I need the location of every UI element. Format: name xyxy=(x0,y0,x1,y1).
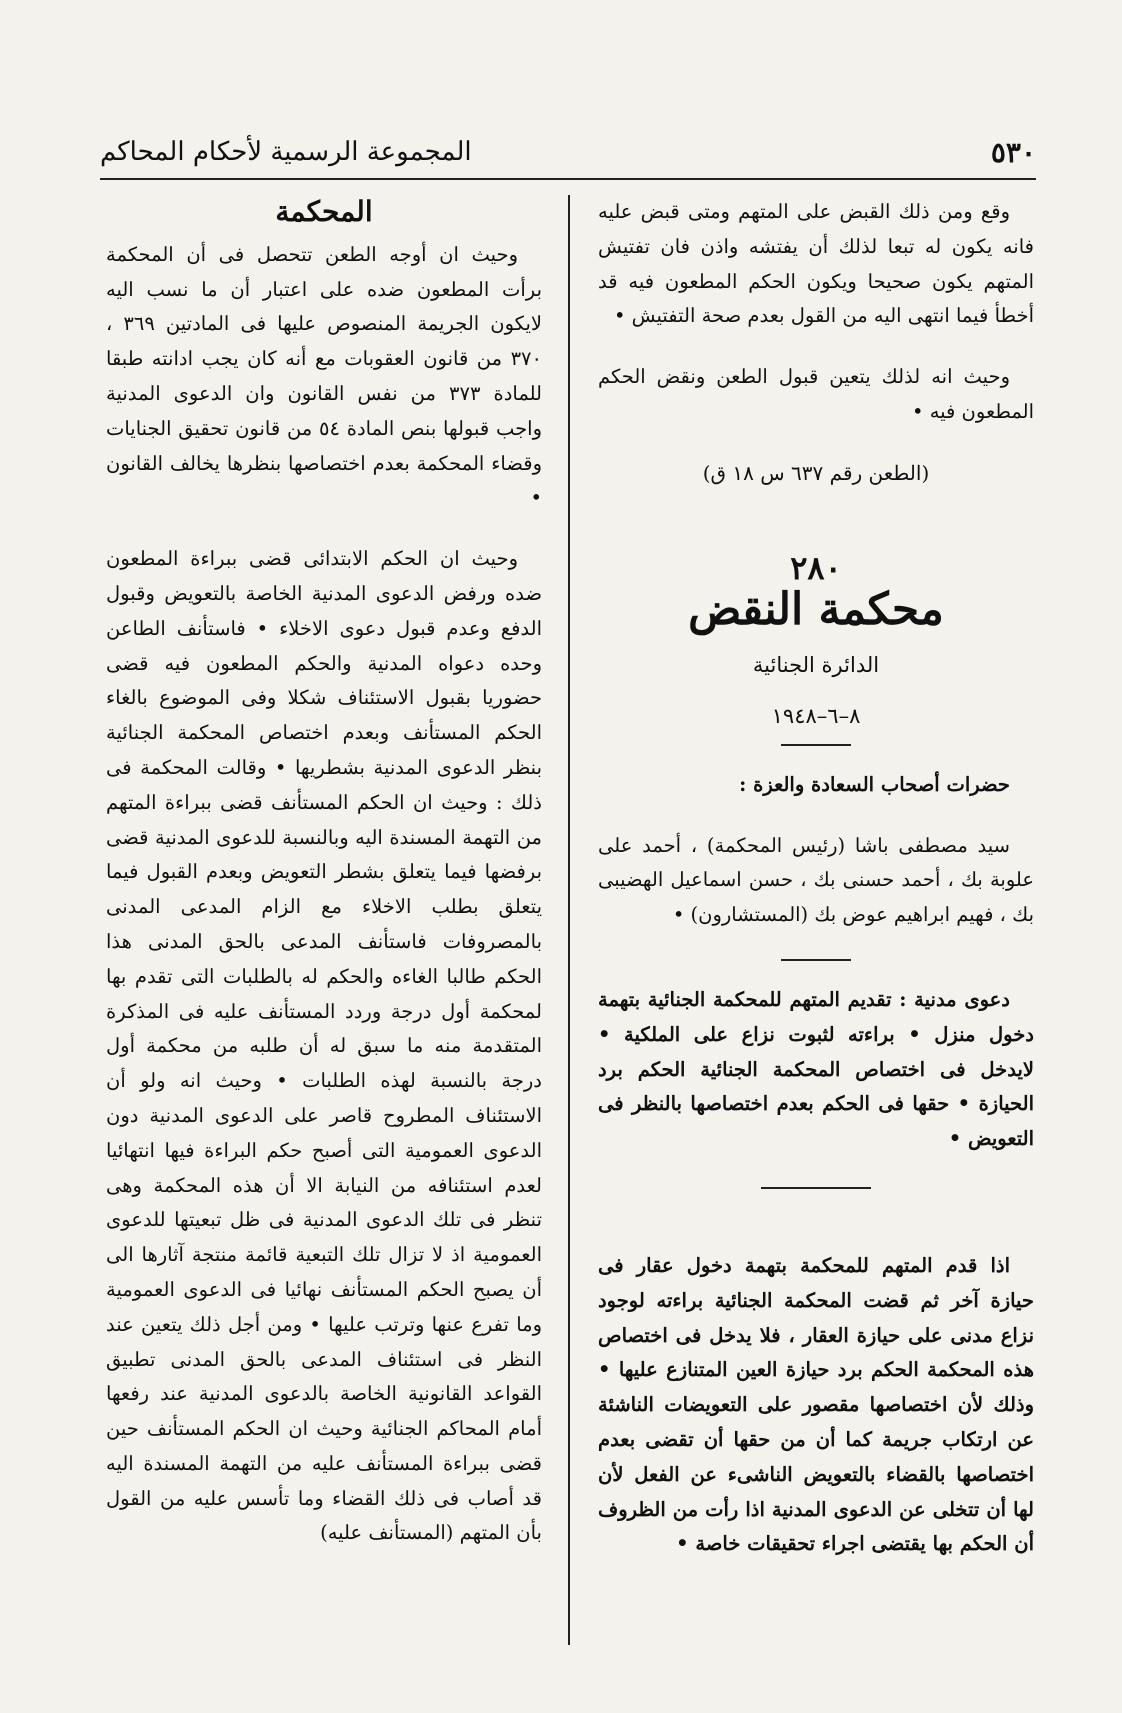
page-header xyxy=(100,132,1036,172)
running-title: المجموعة الرسمية لأحكام المحاكم xyxy=(100,137,472,167)
paragraph: وحيث ان أوجه الطعن تتحصل فى أن المحكمة برأت المطعون ضده على اعتبار أن ما نسب اليه لايكون الجريمة المنصوص عليها فى المادتين ٣٦٩ ، ٣٧٠ من قانون العقوبات مع أنه كان يجب ادانته طبقا للمادة ٣٧٣ من نفس القانون وان الدعوى المدنية واجب قبولها بنص المادة ٥٤ من قانون تحقيق الجنايات وقضاء المحكمة بعدم اختصاصها بنظرها يخالف القانون • xyxy=(106,242,542,510)
column-divider xyxy=(568,195,570,1645)
right-column xyxy=(598,195,1034,1588)
bench-members: سيد مصطفى باشا (رئيس المحكمة) ، أحمد على علوبة بك ، أحمد حسنى بك ، حسن اسماعيل الهضيبى بك ، فهيم ابراهيم عوض بك (المستشارون) • xyxy=(598,833,1034,927)
divider xyxy=(781,744,851,746)
divider xyxy=(781,959,851,961)
paragraph: وحيث انه لذلك يتعين قبول الطعن ونقض الحكم المطعون فيه • xyxy=(598,365,1034,423)
paragraph: وقع ومن ذلك القبض على المتهم ومتى قبض عليه فانه يكون له تبعا لذلك أن يفتشه واذن فان تفتيش المتهم يكون صحيحا ويكون الحكم المطعون فيه قد أخطأ فيما انتهى اليه من القول بعدم صحة التفتيش • xyxy=(598,200,1034,328)
page-number: ٥٣٠ xyxy=(990,135,1036,169)
case-number: ٢٨٠ xyxy=(790,548,842,587)
divider xyxy=(761,1187,871,1189)
case-summary: دعوى مدنية : تقديم المتهم للمحكمة الجنائية بتهمة دخول منزل • براءته لثبوت نزاع على الملكية • لايدخل فى اختصاص المحكمة الجنائية الحكم برد الحيازة • حقها فى الحكم بعدم اختصاصها بالنظر فى التعويض • xyxy=(598,987,1034,1151)
appeal-reference: (الطعن رقم ٦٣٧ س ١٨ ق) xyxy=(702,460,930,485)
paragraph: وحيث ان الحكم الابتدائى قضى ببراءة المطعون ضده ورفض الدعوى المدنية الخاصة بالتعويض وقبول الدفع وعدم قبول دعوى الاخلاء • فاستأنف الطاعن وحده دعواه المدنية والحكم المطعون فيه قضى حضوريا بقبول الاستئناف شكلا وفى الموضوع بالغاء الحكم المستأنف وبعدم اختصاص المحكمة الجنائية بنظر الدعوى المدنية بشطريها • وقالت المحكمة فى ذلك : وحيث ان الحكم المستأنف قضى ببراءة المتهم من التهمة المسندة اليه وبالنسبة للدعوى المدنية قضى برفضها فيما يتعلق بشطر التعويض وبعدم القبول فيما يتعلق بطلب الاخلاء مع الزام المدعى المدنى بالمصروفات فاستأنف المدعى بالحق المدنى هذا الحكم طالبا الغاءه والحكم له بالطلبات التى تقدم بها لمحكمة أول درجة وردد المستأنف عليه فى المذكرة المتقدمة منه ما سبق له أن طلبه من محكمة أول درجة بالنسبة لهذه الطلبات • وحيث انه ولو أن الاستئناف المطروح قاصر على الدعوى المدنية دون الدعوى العمومية التى أصبح حكم البراءة فيها انتهائيا لعدم استئنافه من النيابة الا أن هذه المحكمة وهى تنظر فى تلك الدعوى المدنية فى ظل تبعيتها للدعوى العمومية اذ لا تزال تلك التبعية قائمة منتجة آثارها الى أن يصبح الحكم المستأنف نهائيا فى الدعوى العمومية وما تفرع عنها وترتب عليها • ومن أجل ذلك يتعين عند النظر فى استئناف المدعى بالحق المدنى تطبيق القواعد القانونية الخاصة بالدعوى المدنية عند رفعها أمام المحاكم الجنائية وحيث ان الحكم المستأنف حين قضى ببراءة المستأنف عليه من التهمة المسندة اليه قد أصاب فى ذلك القضاء وما تأسس عليه من القول بأن المتهم (المستأنف عليه) xyxy=(106,547,542,1545)
circuit-name: الدائرة الجنائية xyxy=(752,653,880,678)
bench-heading: حضرات أصحاب السعادة والعزة : xyxy=(739,772,1010,796)
left-column xyxy=(106,195,542,1577)
section-title: المحكمة xyxy=(275,195,373,228)
header-rule xyxy=(100,178,1036,180)
judgment-date: ٨–٦–١٩٤٨ xyxy=(771,703,861,728)
court-name: محكمة النقض xyxy=(688,584,944,636)
legal-principle: اذا قدم المتهم للمحكمة بتهمة دخول عقار فى حيازة آخر ثم قضت المحكمة الجنائية براءته لوجود نزاع مدنى على حيازة العقار ، فلا يدخل فى اختصاص هذه المحكمة الحكم برد حيازة العين المتنازع عليها • وذلك لأن اختصاصها مقصور على التعويضات الناشئة عن ارتكاب جريمة كما أن من حقها أن تقضى بعدم اختصاصها بالقضاء بالتعويض الناشىء عن الفعل لأن لها أن تتخلى عن الدعوى المدنية اذا رأت من الظروف أن الحكم بها يقتضى اجراء تحقيقات خاصة • xyxy=(598,1253,1034,1556)
